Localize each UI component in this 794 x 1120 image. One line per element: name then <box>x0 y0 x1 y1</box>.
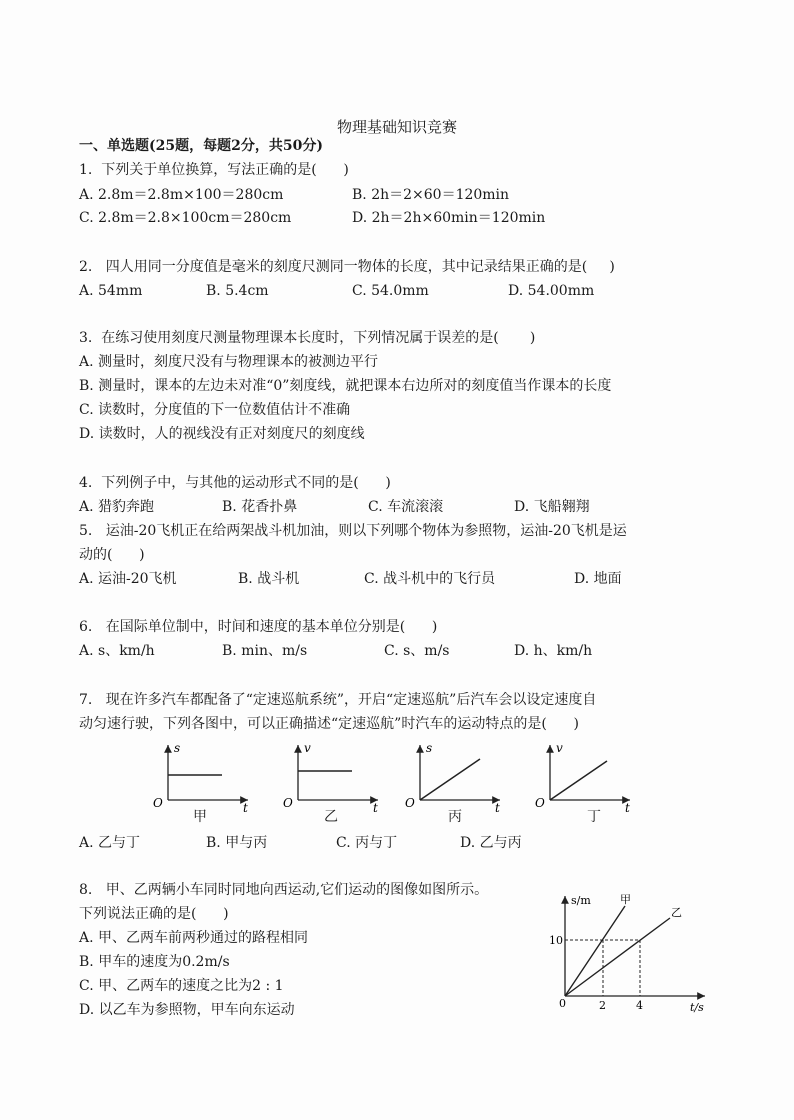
q3-option-b: B. 测量时，课本的左边未对准“0”刻度线，就把课本右边所对的刻度值当作课本的长度 <box>79 378 612 394</box>
graph-ding <box>535 741 630 815</box>
q2-option-d: D. 54.00mm <box>508 283 595 299</box>
q4-option-d: D. 飞船翱翔 <box>514 499 590 515</box>
q8-ytick-10: 10 <box>549 934 563 947</box>
q2-option-c: C. 54.0mm <box>352 283 429 299</box>
q8-option-d: D. 以乙车为参照物，甲车向东运动 <box>79 1002 295 1018</box>
q3-stem: 3. 在练习使用刻度尺测量物理课本长度时，下列情况属于误差的是( ) <box>79 330 536 346</box>
graph-yi <box>283 741 378 815</box>
graph-yi-y-label: v <box>304 741 311 755</box>
q4-stem: 4. 下列例子中，与其他的运动形式不同的是( ) <box>79 475 391 491</box>
q8-label-jia: 甲 <box>620 893 631 906</box>
q8-stem-line2: 下列说法正确的是( ) <box>79 906 229 922</box>
q8-option-a: A. 甲、乙两车前两秒通过的路程相同 <box>79 930 309 946</box>
q1-option-a: A. 2.8m＝2.8m×100＝280cm <box>79 187 284 203</box>
q7-option-b: B. 甲与丙 <box>206 835 268 851</box>
graph-jia-origin: O <box>153 796 163 810</box>
graph-jia-caption: 甲 <box>193 809 207 825</box>
graph-bing-x-label: t <box>495 801 500 815</box>
q8-line-yi <box>565 918 670 996</box>
graph-ding-y-label: v <box>556 741 563 755</box>
q7-motion-graphs <box>150 735 650 830</box>
graph-yi-caption: 乙 <box>324 809 338 825</box>
section-heading: 一、单选题(25题，每题2分，共50分) <box>79 138 323 154</box>
q1-option-b: B. 2h＝2×60＝120min <box>352 187 510 203</box>
q8-label-yi: 乙 <box>671 906 682 919</box>
q6-option-b: B. min、m/s <box>222 643 308 659</box>
page-title: 物理基础知识竞赛 <box>336 118 457 136</box>
graph-bing-caption: 丙 <box>448 809 462 825</box>
q8-xtick-4: 4 <box>636 999 643 1012</box>
q1-option-d: D. 2h＝2h×60min＝120min <box>352 210 546 226</box>
q3-option-a: A. 测量时，刻度尺没有与物理课本的被测边平行 <box>79 354 379 370</box>
q3-option-d: D. 读数时，人的视线没有正对刻度尺的刻度线 <box>79 426 365 442</box>
graph-ding-line <box>550 761 607 800</box>
graph-ding-origin: O <box>535 796 545 810</box>
q5-option-d: D. 地面 <box>574 571 622 587</box>
graph-ding-caption: 丁 <box>587 809 601 825</box>
q7-option-a: A. 乙与丁 <box>79 835 141 851</box>
q2-option-a: A. 54mm <box>79 283 143 299</box>
q6-option-a: A. s、km/h <box>79 643 155 659</box>
q8-x-label: t/s <box>690 1001 704 1014</box>
q1-stem: 1. 下列关于单位换算，写法正确的是( ) <box>79 162 349 178</box>
graph-jia-y-label: s <box>174 741 181 755</box>
q4-option-a: A. 猎豹奔跑 <box>79 499 155 515</box>
q2-stem: 2. 四人用同一分度值是毫米的刻度尺测同一物体的长度，其中记录结果正确的是( ) <box>79 259 615 275</box>
q6-option-c: C. s、m/s <box>384 643 450 659</box>
q4-option-b: B. 花香扑鼻 <box>222 499 298 515</box>
q2-option-b: B. 5.4cm <box>206 283 269 299</box>
q5-stem-line2: 动的( ) <box>79 547 145 563</box>
graph-jia <box>153 741 248 815</box>
q3-option-c: C. 读数时，分度值的下一位数值估计不准确 <box>79 402 351 418</box>
q8-line-jia <box>565 906 625 996</box>
graph-jia-x-label: t <box>243 801 248 815</box>
graph-ding-x-label: t <box>625 801 630 815</box>
q5-option-c: C. 战斗机中的飞行员 <box>364 571 496 587</box>
q6-option-d: D. h、km/h <box>514 643 593 659</box>
q1-option-c: C. 2.8m＝2.8×100cm＝280cm <box>79 210 292 226</box>
q4-option-c: C. 车流滚滚 <box>368 499 444 515</box>
q6-stem: 6. 在国际单位制中，时间和速度的基本单位分别是( ) <box>79 619 438 635</box>
graph-yi-origin: O <box>283 796 293 810</box>
q7-option-c: C. 丙与丁 <box>336 835 398 851</box>
q5-option-b: B. 战斗机 <box>238 571 300 587</box>
q8-option-b: B. 甲车的速度为0.2m/s <box>79 954 230 970</box>
q8-option-c: C. 甲、乙两车的速度之比为2 : 1 <box>79 978 284 994</box>
graph-bing <box>405 741 500 815</box>
q7-stem-line1: 7. 现在许多汽车都配备了“定速巡航系统”，开启“定速巡航”后汽车会以设定速度自 <box>79 692 597 708</box>
q7-stem-line2: 动匀速行驶，下列各图中，可以正确描述“定速巡航”时汽车的运动特点的是( ) <box>79 716 579 732</box>
graph-yi-x-label: t <box>373 801 378 815</box>
q5-option-a: A. 运油-20飞机 <box>79 571 177 587</box>
q8-y-label: s/m <box>571 894 591 907</box>
q7-option-d: D. 乙与丙 <box>460 835 522 851</box>
q8-origin: 0 <box>559 997 566 1010</box>
q8-st-graph <box>540 890 720 1015</box>
graph-bing-y-label: s <box>426 741 433 755</box>
q5-stem-line1: 5. 运油-20飞机正在给两架战斗机加油，则以下列哪个物体为参照物，运油-20飞机是运 <box>79 523 627 539</box>
q8-xtick-2: 2 <box>599 999 606 1012</box>
q8-stem-line1: 8. 甲、乙两辆小车同时同地向西运动,它们运动的图像如图所示。 <box>79 882 489 898</box>
graph-bing-origin: O <box>405 796 415 810</box>
graph-bing-line <box>420 759 480 800</box>
